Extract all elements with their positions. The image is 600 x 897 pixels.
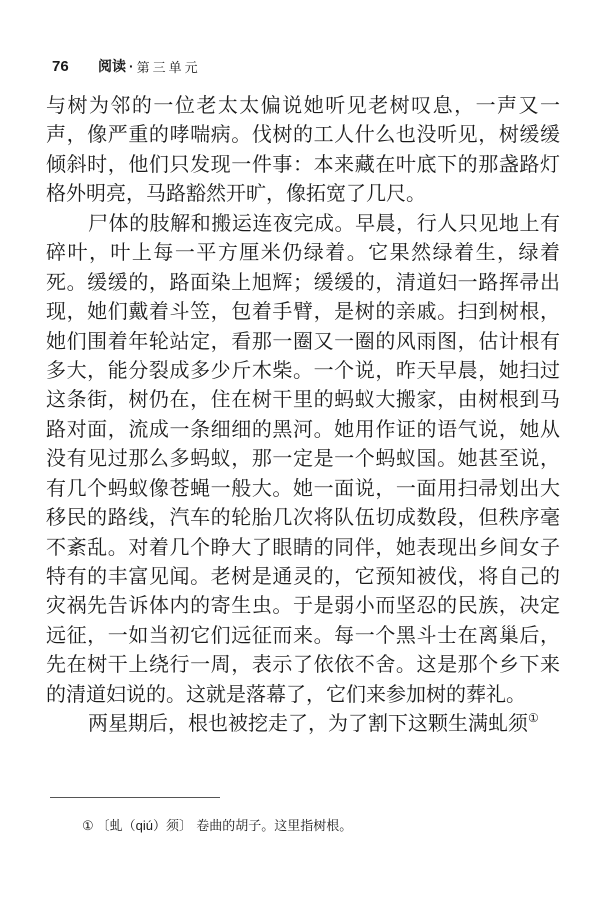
text-line: 死。缓缓的，路面染上旭辉；缓缓的，清道妇一路挥帚出 (46, 269, 560, 294)
text-line: 不紊乱。对着几个睁大了眼睛的同伴，她表现出乡间女子 (46, 534, 560, 559)
text-line: 这条街，树仍在，住在树干里的蚂蚁大搬家，由树根到马 (46, 387, 560, 412)
text-line: 有几个蚂蚁像苍蝇一般大。她一面说，一面用扫帚划出大 (46, 475, 560, 500)
text-line: 声，像严重的哮喘病。伐树的工人什么也没听见，树缓缓 (46, 122, 560, 147)
footnote-marker: ① (82, 819, 94, 834)
page-header (52, 56, 201, 76)
text-line: 尸体的肢解和搬运连夜完成。早晨，行人只见地上有 (88, 210, 560, 235)
text-line: 先在树干上绕行一周，表示了依依不舍。这是那个乡下来 (46, 652, 560, 677)
footnote-definition: 卷曲的胡子。这里指树根。 (196, 819, 353, 834)
text-line: 倾斜时，他们只发现一件事：本来藏在叶底下的那盏路灯 (46, 151, 560, 176)
text-line: 特有的丰富见闻。老树是通灵的，它预知被伐，将自己的 (46, 564, 560, 588)
text-line: 碎叶，叶上每一平方厘米仍绿着。它果然绿着生，绿着 (46, 240, 560, 265)
footnote-divider (50, 797, 220, 798)
text-line: 移民的路线，汽车的轮胎几次将队伍切成数段，但秩序毫 (46, 505, 560, 530)
text-line: 远征，一如当初它们远征而来。每一个黑斗士在离巢后， (46, 622, 560, 647)
footnote-reference[interactable]: ① (528, 711, 539, 726)
text-line: 灾祸先告诉体内的寄生虫。于是弱小而坚忍的民族，决定 (46, 593, 560, 618)
body-text (46, 91, 560, 739)
unit-title: 第三单元 (136, 60, 201, 76)
footnote-term-close: ）须〕 (153, 819, 193, 834)
section-title: 阅读 (98, 58, 126, 74)
page-number: 76 (52, 57, 69, 75)
text-line: 多大，能分裂成多少斤木柴。一个说，昨天早晨，她扫过 (46, 357, 560, 382)
text-line: 现，她们戴着斗笠，包着手臂，是树的亲戚。扫到树根， (46, 299, 560, 324)
footnote (82, 816, 352, 837)
text-line: 格外明亮，马路豁然开旷，像拓宽了几尺。 (46, 181, 426, 206)
text-line-content: 两星期后，根也被挖走了，为了割下这颗生满虬须 (88, 711, 528, 736)
text-line: 与树为邻的一位老太太偏说她听见老树叹息，一声又一 (46, 93, 560, 117)
title-separator: · (129, 58, 134, 74)
text-line: 没有见过那么多蚂蚁，那一定是一个蚂蚁国。她甚至说， (46, 446, 560, 471)
footnote-term-open: 〔虬（ (96, 819, 136, 834)
text-line: 路对面，流成一条细细的黑河。她用作证的语气说，她从 (46, 416, 560, 441)
text-line (46, 709, 560, 738)
footnote-pinyin: qiú (135, 818, 154, 833)
text-line: 的清道妇说的。这就是落幕了，它们来参加树的葬礼。 (46, 681, 526, 706)
text-line: 她们围着年轮站定，看那一圈又一圈的风雨图，估计根有 (46, 328, 560, 353)
